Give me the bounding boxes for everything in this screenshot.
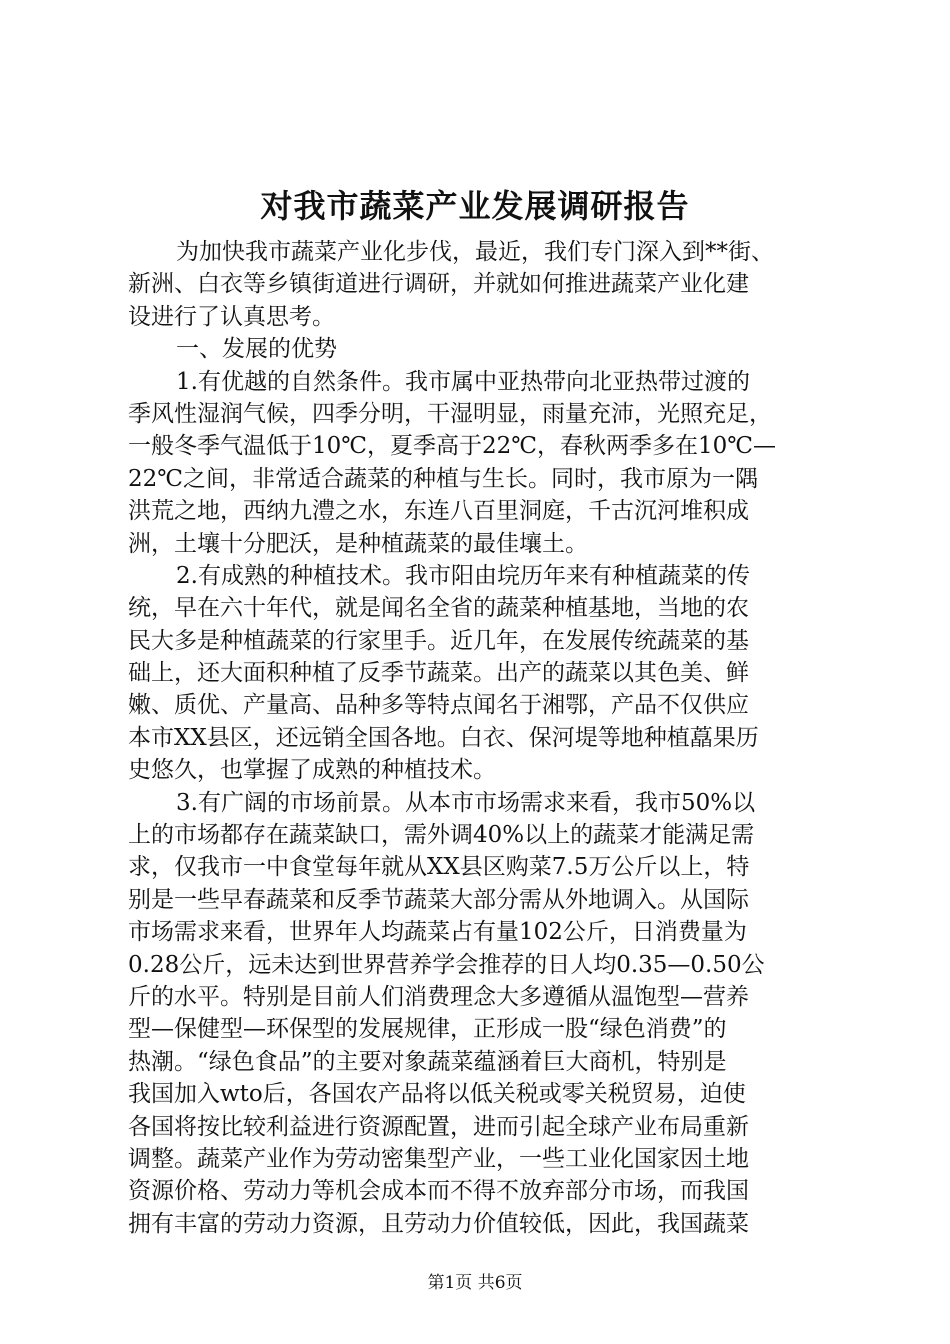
body-line: 民大多是种植蔬菜的行家里手。近几年，在发展传统蔬菜的基 [128, 627, 749, 654]
body-line: 2.有成熟的种植技术。我市阳由垸历年来有种植蔬菜的传 [176, 562, 750, 589]
body-line: 为加快我市蔬菜产业化步伐，最近，我们专门深入到**街、 [176, 239, 774, 265]
document-title: 对我市蔬菜产业发展调研报告 [260, 187, 690, 225]
body-line: 上的市场都存在蔬菜缺口，需外调40%以上的蔬菜才能满足需 [128, 822, 755, 849]
body-line: 22℃之间，非常适合蔬菜的种植与生长。同时，我市原为一隅 [128, 465, 758, 492]
body-line: 本市XX县区，还远销全国各地。白衣、保河堤等地种植藠果历 [128, 724, 759, 751]
body-line: 季风性湿润气候，四季分明，干湿明显，雨量充沛，光照充足， [128, 400, 772, 427]
body-line: 嫩、质优、产量高、品种多等特点闻名于湘鄂，产品不仅供应 [128, 692, 749, 719]
body-line: 3.有广阔的市场前景。从本市市场需求来看，我市50%以 [176, 789, 756, 816]
body-line: 各国将按比较利益进行资源配置，进而引起全球产业布局重新 [128, 1113, 749, 1140]
body-line: 热潮。“绿色食品”的主要对象蔬菜蕴涵着巨大商机，特别是 [128, 1048, 727, 1075]
body-line: 斤的水平。特别是目前人们消费理念大多遵循从温饱型—营养 [128, 983, 749, 1010]
body-line: 资源价格、劳动力等机会成本而不得不放弃部分市场，而我国 [128, 1178, 749, 1205]
body-line: 洲，土壤十分肥沃，是种植蔬菜的最佳壤土。 [128, 530, 588, 557]
body-lines [128, 236, 840, 1240]
document-body [128, 236, 840, 1240]
body-line: 我国加入wto后，各国农产品将以低关税或零关税贸易，迫使 [128, 1081, 746, 1108]
body-line: 统，早在六十年代，就是闻名全省的蔬菜种植基地，当地的农 [128, 595, 749, 622]
body-line: 0.28公斤，远未达到世界营养学会推荐的日人均0.35—0.50公 [128, 951, 765, 978]
body-line: 一般冬季气温低于10℃，夏季高于22℃，春秋两季多在10℃— [128, 433, 776, 460]
body-line: 拥有丰富的劳动力资源，且劳动力价值较低，因此，我国蔬菜 [128, 1210, 749, 1237]
body-line: 求，仅我市一中食堂每年就从XX县区购菜7.5万公斤以上，特 [128, 854, 750, 881]
body-line: 础上，还大面积种植了反季节蔬菜。出产的蔬菜以其色美、鲜 [128, 660, 749, 687]
body-line: 史悠久，也掌握了成熟的种植技术。 [128, 757, 496, 784]
body-line: 调整。蔬菜产业作为劳动密集型产业，一些工业化国家因土地 [128, 1145, 749, 1172]
body-line: 洪荒之地，西纳九澧之水，东连八百里洞庭，千古沉河堆积成 [128, 498, 749, 525]
body-line: 设进行了认真思考。 [128, 303, 335, 330]
body-line: 市场需求来看，世界年人均蔬菜占有量102公斤，日消费量为 [128, 919, 747, 946]
body-line: 一、发展的优势 [176, 336, 337, 363]
body-line: 新洲、白衣等乡镇街道进行调研，并就如何推进蔬菜产业化建 [128, 271, 749, 298]
page-number-footer: 第1页 共6页 [427, 1273, 523, 1293]
body-line: 型—保健型—环保型的发展规律，正形成一股“绿色消费”的 [128, 1016, 727, 1043]
body-line: 1.有优越的自然条件。我市属中亚热带向北亚热带过渡的 [176, 368, 750, 395]
body-line: 别是一些早春蔬菜和反季节蔬菜大部分需从外地调入。从国际 [128, 886, 749, 913]
